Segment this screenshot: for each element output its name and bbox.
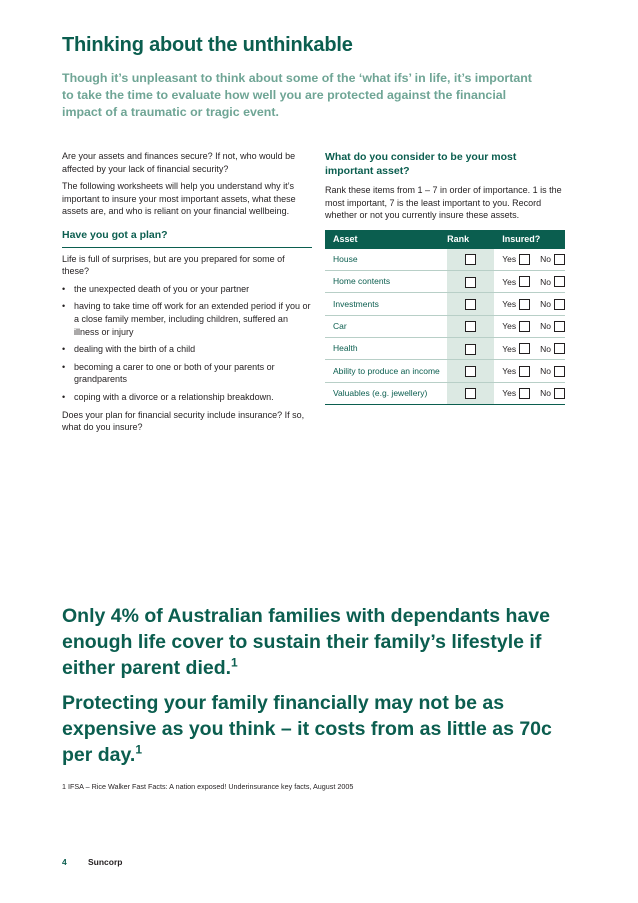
rank-checkbox[interactable] <box>465 344 476 355</box>
table-row <box>325 360 565 382</box>
insured-cell <box>494 249 565 271</box>
no-label: No <box>540 298 551 309</box>
insured-cell <box>494 315 565 337</box>
intro-text: Though it’s unpleasant to think about some of the ‘what ifs’ in life, it’s important to take the time to evaluate how well you are protected against the financial impact of a traumatic or tragic event. <box>62 71 532 119</box>
table-row <box>325 315 565 337</box>
yes-checkbox[interactable] <box>519 366 530 377</box>
left-paragraph-3: Life is full of surprises, but are you prepared for some of these? <box>62 253 285 277</box>
yes-checkbox[interactable] <box>519 276 530 287</box>
no-checkbox[interactable] <box>554 343 565 354</box>
asset-table <box>325 230 565 405</box>
no-label: No <box>540 254 551 265</box>
page-number: 4 <box>62 857 67 867</box>
life-cover-statistic <box>62 603 562 681</box>
left-paragraph-2: The following worksheets will help you understand why it’s important to insure your most important assets, what these assets are, and who is reliant on your financial wellbeing. <box>62 181 296 217</box>
insured-cell <box>494 360 565 382</box>
asset-heading: What do you consider to be your most important asset? <box>325 151 517 177</box>
asset-name: Health <box>325 337 447 359</box>
stat1-text: Only 4% of Australian families with dependants have enough life cover to sustain their family’s lifestyle if either parent died. <box>62 605 550 679</box>
rank-cell <box>447 360 494 382</box>
rank-cell <box>447 382 494 404</box>
no-checkbox[interactable] <box>554 321 565 332</box>
insured-cell <box>494 382 565 404</box>
table-header-row <box>325 230 565 249</box>
rank-checkbox[interactable] <box>465 366 476 377</box>
rank-instructions: Rank these items from 1 – 7 in order of importance. 1 is the most important, 7 is the least important to you. Record whether or not you currently insure these assets. <box>325 185 562 221</box>
insured-column-header: Insured? <box>494 230 565 249</box>
page-footer <box>62 857 122 867</box>
asset-name: Ability to produce an income <box>325 360 447 382</box>
yes-label: Yes <box>502 298 517 309</box>
list-item: • becoming a carer to one or both of your parents or grandparents <box>62 361 312 386</box>
table-row <box>325 337 565 359</box>
yes-label: Yes <box>502 343 517 354</box>
no-checkbox[interactable] <box>554 276 565 287</box>
insured-cell <box>494 337 565 359</box>
insured-cell <box>494 293 565 315</box>
insured-cell <box>494 271 565 293</box>
yes-checkbox[interactable] <box>519 388 530 399</box>
rank-checkbox[interactable] <box>465 388 476 399</box>
yes-checkbox[interactable] <box>519 321 530 332</box>
rank-checkbox[interactable] <box>465 321 476 332</box>
rank-column-header: Rank <box>447 230 494 249</box>
list-item: • having to take time off work for an extended period if you or a close family member, including children, suffered an illness or injury <box>62 300 312 338</box>
table-row <box>325 271 565 293</box>
yes-label: Yes <box>502 276 517 287</box>
left-column <box>62 150 312 439</box>
list-item: • the unexpected death of you or your partner <box>62 283 312 296</box>
plan-heading: Have you got a plan? <box>62 228 168 241</box>
no-checkbox[interactable] <box>554 299 565 310</box>
list-item: • dealing with the birth of a child <box>62 343 312 356</box>
table-row <box>325 382 565 404</box>
yes-label: Yes <box>502 321 517 332</box>
list-item: • coping with a divorce or a relationship breakdown. <box>62 391 312 404</box>
no-label: No <box>540 365 551 376</box>
rank-cell <box>447 249 494 271</box>
rank-cell <box>447 271 494 293</box>
footnote: 1 IFSA – Rice Walker Fast Facts: A nation exposed! Underinsurance key facts, August 2005 <box>62 782 354 791</box>
rank-cell <box>447 337 494 359</box>
asset-column-header: Asset <box>325 230 447 249</box>
rank-cell <box>447 315 494 337</box>
no-label: No <box>540 321 551 332</box>
rank-checkbox[interactable] <box>465 254 476 265</box>
no-checkbox[interactable] <box>554 366 565 377</box>
asset-name: Investments <box>325 293 447 315</box>
no-checkbox[interactable] <box>554 388 565 399</box>
page-title: Thinking about the unthinkable <box>62 34 353 56</box>
no-label: No <box>540 343 551 354</box>
asset-name: Home contents <box>325 271 447 293</box>
heading-divider <box>62 247 312 248</box>
asset-name: House <box>325 249 447 271</box>
left-paragraph-4: Does your plan for financial security include insurance? If so, what do you insure? <box>62 409 305 433</box>
rank-checkbox[interactable] <box>465 277 476 288</box>
cost-statistic <box>62 690 562 768</box>
asset-name: Valuables (e.g. jewellery) <box>325 382 447 404</box>
left-paragraph-1: Are your assets and finances secure? If not, who would be affected by your lack of financial security? <box>62 151 296 174</box>
right-column <box>325 150 565 405</box>
table-row <box>325 249 565 271</box>
no-checkbox[interactable] <box>554 254 565 265</box>
table-row <box>325 293 565 315</box>
rank-checkbox[interactable] <box>465 299 476 310</box>
stat1-footnote-ref: 1 <box>231 655 238 670</box>
yes-checkbox[interactable] <box>519 254 530 265</box>
yes-checkbox[interactable] <box>519 343 530 354</box>
yes-checkbox[interactable] <box>519 299 530 310</box>
no-label: No <box>540 388 551 399</box>
no-label: No <box>540 276 551 287</box>
surprises-list <box>62 283 312 404</box>
asset-name: Car <box>325 315 447 337</box>
brand-name: Suncorp <box>88 857 123 867</box>
yes-label: Yes <box>502 365 517 376</box>
asset-table-body <box>325 249 565 405</box>
stat2-footnote-ref: 1 <box>135 742 143 757</box>
stat2-text: Protecting your family financially may not be as expensive as you think – it costs from as little as 70c per day. <box>62 692 552 766</box>
rank-cell <box>447 293 494 315</box>
yes-label: Yes <box>502 254 517 265</box>
yes-label: Yes <box>502 388 517 399</box>
